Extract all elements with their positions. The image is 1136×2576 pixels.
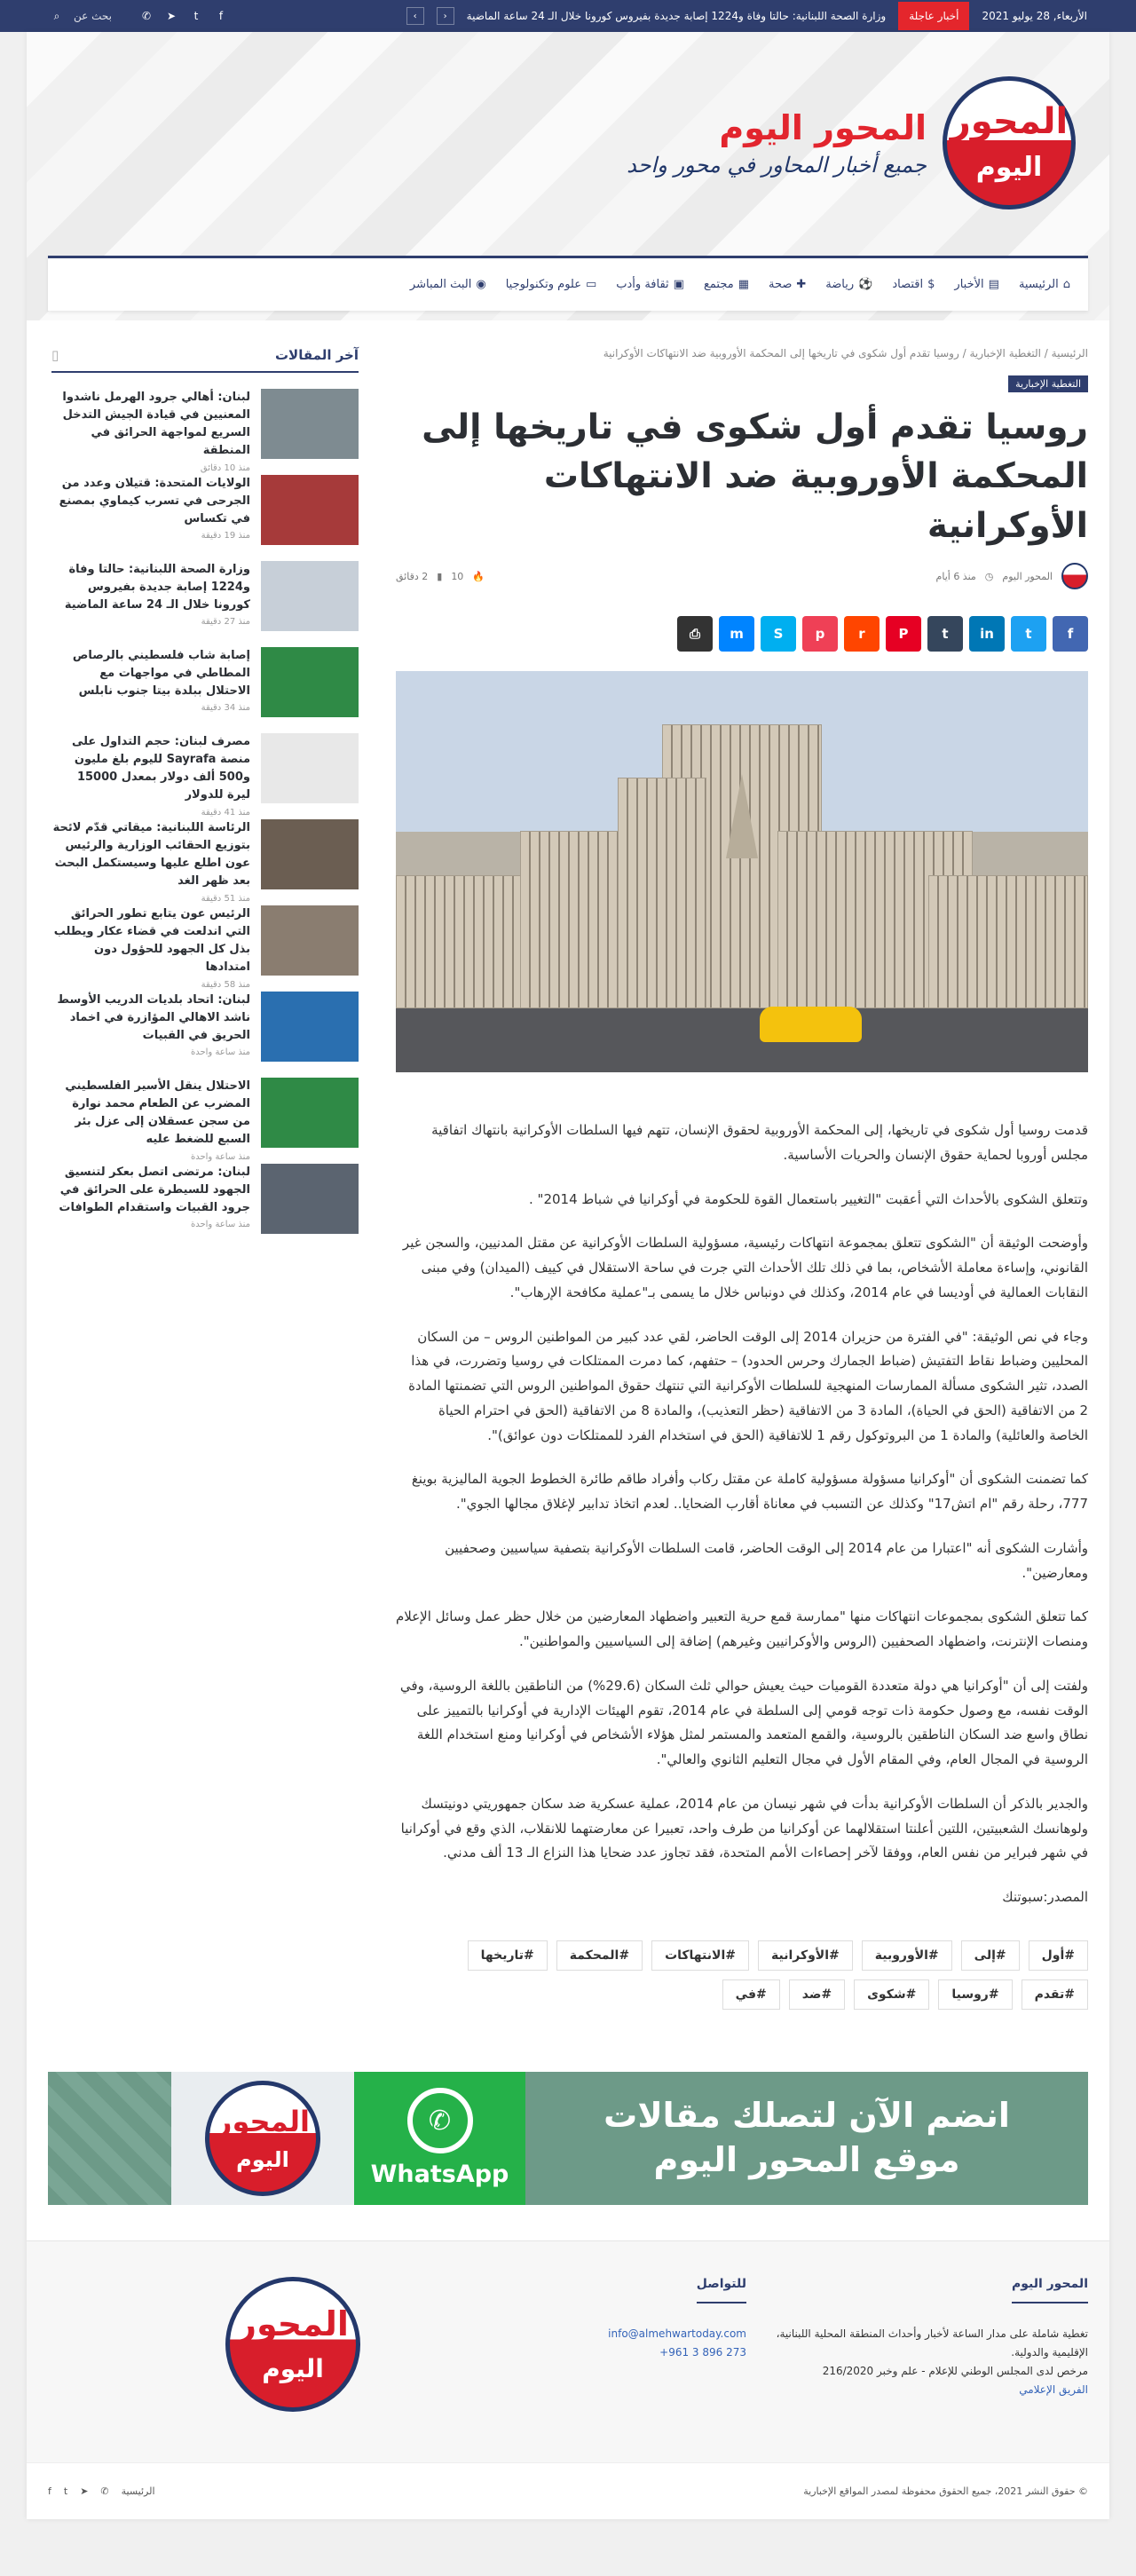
- sidebar-header: [51, 347, 359, 373]
- tag-link[interactable]: #إلى: [961, 1940, 1020, 1971]
- top-bar: [0, 0, 1136, 32]
- whatsapp-logo-icon: ✆: [407, 2088, 473, 2153]
- article-paragraph: ولفتت إلى أن "أوكرانيا هي دولة متعددة القوميات حيث يعيش حوالي ثلث السكان (29.6%) من الناطقين باللغة الروسية، وفي الوقت نفسه، مع وصول حكومة ذات توجه قومي إلى السلطة في عام 2014، تقوم الهيئات الإدارية في أوكرانيا بالتمييز على نطاق واسع ضد السكان الناطقين بالروسية، والقمع المتعمد والمستمر لمثل هؤلاء الأشخاص في أوكرانيا ومنع استخدام اللغة الروسية في المجال العام، وفي المقام الأول في مجال التعليم الثانوي والعالي".: [399, 1677, 1088, 1768]
- post-date: منذ ساعة واحدة: [190, 1151, 250, 1162]
- print-share-icon[interactable]: ⎙: [677, 616, 713, 652]
- banner-text: [525, 2072, 1088, 2205]
- footer-contact: [480, 2277, 746, 2462]
- post-text: [51, 1078, 250, 1162]
- post-title[interactable]: مصرف لبنان: حجم التداول على منصة Sayrafa لليوم بلغ مليون و500 ألف دولار بمعدل 15000 ليرة للدولار: [71, 735, 250, 802]
- banner-logo-top: المحور: [216, 2104, 310, 2138]
- post-thumbnail[interactable]: [261, 905, 359, 976]
- post-title[interactable]: لبنان: أهالي جرود الهرمل ناشدوا المعنيين في قيادة الجيش التدخل السريع لمواجهة الحرائق في المنطقة: [62, 391, 250, 458]
- post-text: [51, 647, 250, 717]
- sidebar-post[interactable]: [51, 819, 359, 904]
- copyright-bar: [27, 2462, 1109, 2519]
- footer-logo-bottom: اليوم: [262, 2354, 324, 2384]
- post-title[interactable]: الرئاسة اللبنانية: ميقاتي قدّم لائحة بتوزيع الحقائب الوزارية والرئيس عون اطلع عليها وسيستكمل البحث بعد ظهر الغد: [52, 821, 250, 889]
- whatsapp-icon[interactable]: ✆: [141, 10, 152, 22]
- sidebar-title: آخر المقالات: [274, 347, 359, 363]
- post-text: [51, 561, 250, 631]
- tumblr-share-icon[interactable]: t: [927, 616, 963, 652]
- logo-text: [627, 108, 927, 178]
- nav-item-label: البث المباشر: [409, 278, 472, 291]
- footer-home-link[interactable]: الرئيسية: [121, 2485, 155, 2497]
- post-text: [51, 1164, 250, 1234]
- banner-logo: [171, 2072, 354, 2205]
- logo-circle: [943, 76, 1076, 209]
- nav-item-icon: ▣: [673, 278, 684, 291]
- nav-item-icon: ✚: [796, 278, 807, 291]
- ticker-prev-arrow-icon[interactable]: ‹: [437, 7, 454, 25]
- post-thumbnail[interactable]: [261, 475, 359, 545]
- tag-link[interactable]: #في: [722, 1979, 780, 2010]
- article-paragraph: وأشارت الشكوى أنه "اعتبارا من عام 2014 إلى الوقت الحاضر، قامت السلطات الأوكرانية بتصفية سياسيين وصحفيين ومعارضين".: [445, 1539, 1088, 1581]
- post-thumbnail[interactable]: [261, 733, 359, 803]
- site-header: [27, 32, 1109, 320]
- footer-logo-top: المحور: [237, 2304, 349, 2344]
- post-thumbnail[interactable]: [261, 561, 359, 631]
- post-text: [51, 733, 250, 818]
- article-paragraph: وجاء في نص الوثيقة: "في الفترة من حزيران 2014 إلى الوقت الحاضر، لقي عدد كبير من المواطنين الروس – من السكان المحليين وضباط نقاط التفتيش (ضباط الجمارك وحرس الحدود) – حتفهم، كما دمرت الممتلكات في روسيا وتضررت، في هذا الصدد، تثير الشكوى مسألة الممارسات المنهجية للسلطات الأوكرانية التي تنتهك حقوق المواطنين الروس التي تضمنتها المادة 2 من الاتفاقية (الحق في الحياة)، المادة 3 من الاتفاقية (حظر التعذيب)، والمادة 8 من الاتفاقية (الحق في احترام الحياة الخاصة والعائلية) والمادة 1 من البروتوكول رقم 1 للاتفاقية (الحق في استخدام الفرد للممتلكات دون عوائق)".: [408, 1328, 1088, 1443]
- nav-item-icon: ▦: [738, 278, 749, 291]
- post-text: [51, 905, 250, 990]
- twitter-icon[interactable]: t: [193, 10, 199, 22]
- post-date: منذ 58 دقيقة: [201, 979, 250, 990]
- nav-item[interactable]: [769, 278, 806, 291]
- bookmark-icon: ▮: [437, 570, 443, 582]
- nav-item-icon: ▤: [988, 278, 999, 291]
- sidebar-post[interactable]: [51, 1078, 359, 1162]
- nav-item[interactable]: [506, 278, 597, 291]
- document-icon: ▯: [51, 347, 59, 363]
- sidebar: [51, 347, 359, 2010]
- post-text: [51, 389, 250, 473]
- article-main: [396, 347, 1088, 2010]
- author-name[interactable]: المحور اليوم: [1002, 570, 1053, 582]
- logo-tagline: جميع أخبار المحاور في محور واحد: [627, 153, 927, 178]
- logo-title: المحور اليوم: [719, 108, 927, 147]
- footer-whatsapp-icon[interactable]: ✆: [100, 2485, 109, 2497]
- main-navigation: [48, 256, 1088, 311]
- views-icon: 🔥: [472, 570, 485, 582]
- copyright-text: © حقوق النشر 2021، جميع الحقوق محفوظة لمصدر المواقع الإخبارية: [803, 2485, 1088, 2497]
- nav-item[interactable]: [1019, 278, 1070, 291]
- post-date: منذ 10 دقائق: [200, 462, 250, 473]
- nav-item[interactable]: [892, 278, 935, 291]
- footer-team-link[interactable]: الفريق الإعلامي: [1019, 2382, 1088, 2396]
- views-count: 10: [451, 570, 464, 582]
- post-date: منذ 27 دقيقة: [201, 617, 250, 628]
- nav-item-label: علوم وتكنولوجيا: [505, 278, 581, 291]
- facebook-icon[interactable]: f: [218, 10, 224, 22]
- breaking-news-ticker[interactable]: وزارة الصحة اللبنانية: حالتا وفاة و1224 إصابة جديدة بفيروس كورونا خلال الـ 24 ساعة الماضية: [466, 10, 887, 22]
- site-footer: [27, 2240, 1109, 2462]
- article-paragraph: كما تضمنت الشكوى أن "أوكرانيا مسؤولة مسؤولية كاملة عن مقتل ركاب وأفراد طاقم طائرة الخطوط الجوية الماليزية بوينغ 777، رحلة رقم "ام اتش17" وكذلك عن التسبب في معاناة أقارب الضحايا.. لعدم اتخاذ تدابير لإغلاق مجالها الجوي".: [411, 1471, 1088, 1513]
- nav-item-label: الرئيسية: [1018, 278, 1059, 291]
- tag-link[interactable]: #الانتهاكات: [651, 1940, 749, 1971]
- site-logo[interactable]: [627, 76, 1076, 209]
- sidebar-post[interactable]: [51, 1164, 359, 1234]
- nav-item[interactable]: [954, 278, 999, 291]
- current-date: الأربعاء, 28 يوليو 2021: [982, 10, 1087, 22]
- logo-circle-bottom: اليوم: [975, 151, 1043, 183]
- reddit-share-icon[interactable]: r: [844, 616, 880, 652]
- post-thumbnail[interactable]: [261, 1164, 359, 1234]
- messenger-share-icon[interactable]: m: [719, 616, 754, 652]
- nav-item-label: صحة: [768, 278, 793, 291]
- nav-item-label: الأخبار: [954, 278, 984, 291]
- footer-logo[interactable]: [48, 2277, 480, 2462]
- post-date: منذ 34 دقيقة: [201, 703, 250, 714]
- post-title[interactable]: الولايات المتحدة: قتيلان وعدد من الجرحى في تسرب كيماوي بمصنع في تكساس: [59, 477, 250, 526]
- whatsapp-block: [354, 2072, 525, 2205]
- article-paragraph: وأوضحت الوثيقة أن "الشكوى تتعلق بمجموعة انتهاكات رئيسية، مسؤولية السلطات الأوكرانية عن مقتل المدنيين، والسجن غير القانوني، وإساءة معاملة الأشخاص، بما في ذلك تلك الأحداث التي جرت في ساحة الاستقلال في كييف (الميدان) وفي مبنى النقابات العمالية في أوديسا في عام 2014، وكذلك في دونباس خلال ما يسمى بـ"عملية مكافحة الإرهاب".: [402, 1235, 1088, 1300]
- article-paragraph: وتتعلق الشكوى بالأحداث التي أعقبت "التغيير باستعمال القوة للحكومة في أوكرانيا في شباط 2014" .: [529, 1190, 1088, 1207]
- ticker-next-arrow-icon[interactable]: ›: [406, 7, 424, 25]
- banner-pattern: [48, 2072, 171, 2205]
- nav-item-icon: ⚽: [858, 278, 873, 291]
- post-title[interactable]: لبنان: مرتضى اتصل بعكر لتنسيق الجهود للسيطرة على الحرائق في جرود القبيات واستقدام الطوافات: [59, 1166, 250, 1215]
- post-title[interactable]: وزارة الصحة اللبنانية: حالتا وفاة و1224 إصابة جديدة بفيروس كورونا خلال الـ 24 ساعة الماضية: [64, 563, 250, 612]
- sidebar-post[interactable]: [51, 733, 359, 818]
- category-badge[interactable]: التغطية الإخبارية: [1008, 375, 1088, 392]
- whatsapp-label: WhatsApp: [370, 2161, 509, 2189]
- sidebar-post[interactable]: [51, 389, 359, 473]
- post-thumbnail[interactable]: [261, 819, 359, 889]
- read-time: 2 دقائق: [396, 570, 429, 582]
- sidebar-post[interactable]: [51, 905, 359, 990]
- tag-link[interactable]: #المحكمة: [556, 1940, 643, 1971]
- footer-email[interactable]: info@almehwartoday.com: [608, 2327, 746, 2340]
- post-text: [51, 992, 250, 1062]
- post-date: منذ 51 دقيقة: [201, 893, 250, 904]
- nav-item-label: اقتصاد: [892, 278, 924, 291]
- post-thumbnail[interactable]: [261, 992, 359, 1062]
- banner-line2: موقع المحور اليوم: [653, 2139, 960, 2179]
- footer-license: مرخص لدى المجلس الوطني للإعلام - علم وخبر 216/2020: [822, 2364, 1088, 2377]
- footer-about-title: المحور اليوم: [1012, 2277, 1088, 2303]
- sidebar-post[interactable]: [51, 475, 359, 545]
- sidebar-post[interactable]: [51, 992, 359, 1062]
- post-title[interactable]: الاحتلال ينقل الأسير الفلسطيني المضرب عن الطعام محمد نوارة من سجن عسقلان إلى عزل بئر السبع للضغط عليه: [65, 1079, 250, 1147]
- linkedin-share-icon[interactable]: in: [969, 616, 1005, 652]
- breaking-news-label: أخبار عاجلة: [898, 2, 969, 30]
- sidebar-post[interactable]: [51, 561, 359, 631]
- post-title[interactable]: إصابة شاب فلسطيني بالرصاص المطاطي في مواجهات مع الاحتلال ببلدة بيتا جنوب نابلس: [72, 649, 250, 699]
- post-text: [51, 475, 250, 545]
- post-title[interactable]: الرئيس عون يتابع تطور الحرائق التي اندلعت في قضاء عكار ويطلب بذل كل الجهود للحؤول دون امتدادها: [53, 907, 250, 975]
- nav-item-icon: $: [927, 278, 935, 291]
- author-avatar[interactable]: [1061, 563, 1088, 589]
- post-date: منذ 19 دقيقة: [201, 531, 250, 541]
- whatsapp-banner[interactable]: [48, 2072, 1088, 2205]
- twitter-share-icon[interactable]: t: [1011, 616, 1046, 652]
- footer-telegram-icon[interactable]: ➤: [80, 2485, 89, 2497]
- pocket-share-icon[interactable]: p: [802, 616, 838, 652]
- post-title[interactable]: لبنان: اتحاد بلديات الدريب الأوسط ناشد الاهالي المؤازرة في اخماد الحريق في القبيات: [57, 993, 250, 1043]
- page-wrapper: [27, 32, 1109, 2519]
- tag-link[interactable]: #شكوى: [854, 1979, 929, 2010]
- nav-item-icon: ⌂: [1062, 278, 1070, 291]
- article-paragraph: قدمت روسيا أول شكوى في تاريخها، إلى المحكمة الأوروبية لحقوق الإنسان، تتهم فيها السلطات الأوكرانية بانتهاك اتفاقية مجلس أوروبا لحماية حقوق الإنسان والحريات الأساسية.: [431, 1122, 1088, 1163]
- pinterest-share-icon[interactable]: P: [886, 616, 921, 652]
- logo-circle-top: المحور: [950, 100, 1069, 142]
- telegram-icon[interactable]: ➤: [166, 10, 177, 22]
- tag-link[interactable]: #ضد: [789, 1979, 845, 2010]
- footer-twitter-icon[interactable]: t: [63, 2485, 68, 2497]
- footer-about-text: تغطية شاملة على مدار الساعة لأخبار وأحداث المنطقة المحلية اللبنانية، الإقليمية والدولية.: [776, 2327, 1088, 2359]
- tag-link[interactable]: #الأوروبية: [862, 1940, 952, 1971]
- clock-icon: ◷: [984, 570, 994, 582]
- nav-item-label: مجتمع: [703, 278, 734, 291]
- share-buttons: [396, 616, 1088, 652]
- search-icon[interactable]: ⌕: [53, 9, 60, 22]
- skype-share-icon[interactable]: S: [761, 616, 796, 652]
- tag-link[interactable]: #تقدم: [1022, 1979, 1088, 2010]
- post-text: [51, 819, 250, 904]
- post-thumbnail[interactable]: [261, 389, 359, 459]
- tag-link[interactable]: #أول: [1029, 1940, 1088, 1971]
- search-placeholder[interactable]: بحث عن: [74, 10, 112, 22]
- post-thumbnail[interactable]: [261, 647, 359, 717]
- tag-link[interactable]: #الأوكرانية: [758, 1940, 853, 1971]
- article-paragraph: والجدير بالذكر أن السلطات الأوكرانية بدأت في شهر نيسان من عام 2014، عملية عسكرية ضد سكان جمهوريتي دونيتسك ولوهانسك الشعبيتين، اللتين أعلنتا استقلالهما عن أوكرانيا من طرف واحد، تعبيرا عن معارضتهما للانقلاب، الذي وقع في أوكرانيا في شهر فبراير من نفس العام، ووفقا لآخر إحصاءات الأمم المتحدة، فقد تجاوز عدد ضحايا هذا النزاع الـ 13 ألف مدني.: [400, 1795, 1088, 1861]
- footer-about: [746, 2277, 1088, 2462]
- banner-line1: انضم الآن لتصلك مقالات: [604, 2096, 1010, 2136]
- article-body: [396, 1118, 1088, 1910]
- article-paragraph: كما تتعلق الشكوى بمجموعات انتهاكات منها "ممارسة قمع حرية التعبير واضطهاد المعارضين من خلال حظر عمل وسائل الإعلام ومنصات الإنترنت، واضطهاد الصحفيين (الروس والأوكرانيين وغيرهم) إضافة إلى السياسيين والمواطنين".: [395, 1608, 1088, 1650]
- nav-item[interactable]: [410, 278, 486, 291]
- nav-item[interactable]: [616, 278, 684, 291]
- post-thumbnail[interactable]: [261, 1078, 359, 1148]
- nav-item[interactable]: [704, 278, 749, 291]
- post-date: منذ ساعة واحدة: [190, 1220, 250, 1230]
- breadcrumb[interactable]: الرئيسية / التغطية الإخبارية / روسيا تقدم أول شكوى في تاريخها إلى المحكمة الأوروبية ضد الانتهاكات الأوكرانية: [603, 347, 1088, 360]
- article-image: [396, 671, 1088, 1072]
- post-date: منذ 41 دقيقة: [201, 807, 250, 818]
- nav-item-icon: ◉: [476, 278, 486, 291]
- post-date: منذ 6 أيام: [935, 570, 976, 582]
- nav-item-icon: ▭: [585, 278, 597, 291]
- nav-item-label: ثقافة وأدب: [616, 278, 669, 291]
- article-title: روسيا تقدم أول شكوى في تاريخها إلى المحكمة الأوروبية ضد الانتهاكات الأوكرانية: [422, 407, 1088, 546]
- footer-phone[interactable]: +961 3 896 273: [659, 2345, 746, 2359]
- footer-contact-title: للتواصل: [697, 2277, 746, 2303]
- article-meta: [396, 563, 1088, 589]
- article-tags: [396, 1940, 1088, 2010]
- article-paragraph: المصدر:سبوتنك: [1002, 1889, 1088, 1906]
- nav-item[interactable]: [825, 278, 872, 291]
- banner-logo-bottom: اليوم: [236, 2146, 289, 2172]
- sidebar-post[interactable]: [51, 647, 359, 717]
- recent-posts-list: [51, 389, 359, 1234]
- tag-link[interactable]: #تاريخها: [468, 1940, 548, 1971]
- post-date: منذ ساعة واحدة: [190, 1047, 250, 1058]
- tag-link[interactable]: #روسيا: [938, 1979, 1012, 2010]
- facebook-share-icon[interactable]: f: [1053, 616, 1088, 652]
- footer-facebook-icon[interactable]: f: [48, 2485, 51, 2497]
- nav-item-label: رياضة: [825, 278, 855, 291]
